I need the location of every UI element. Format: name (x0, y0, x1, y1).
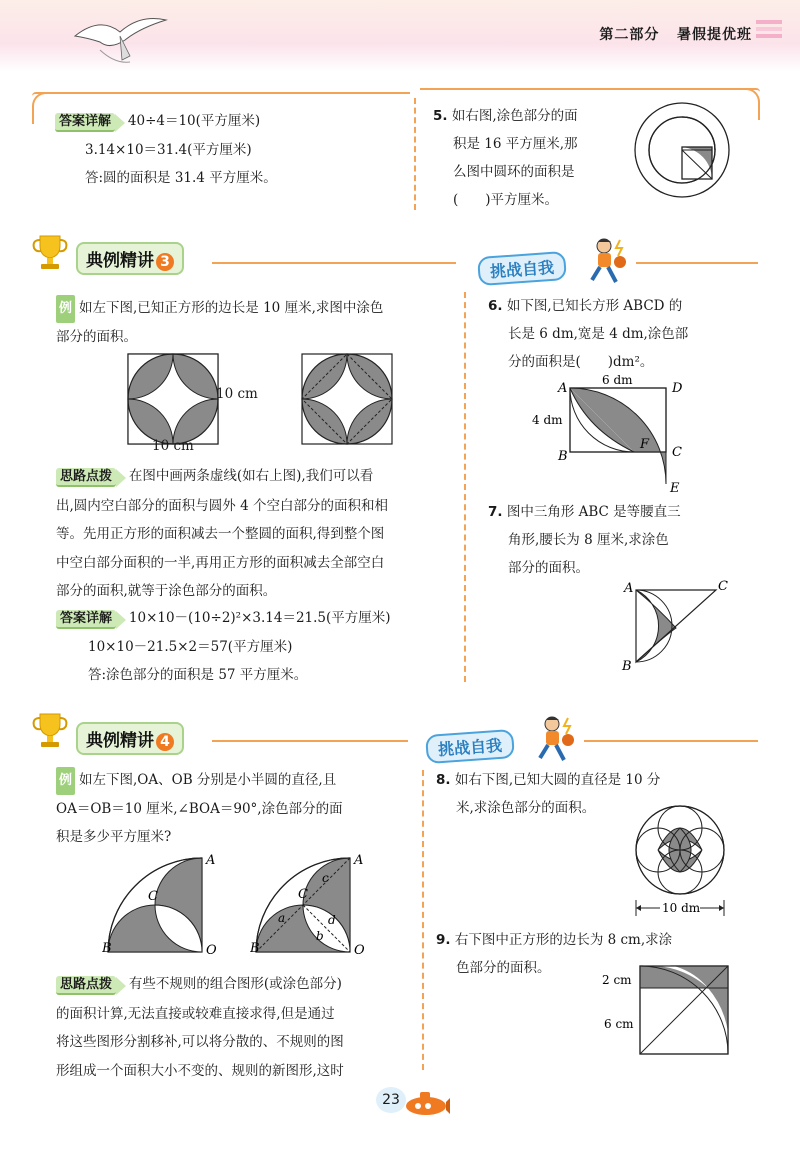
example3-rule (212, 262, 456, 264)
ex4-right-label-A: A (354, 853, 364, 868)
top-frame-line (32, 92, 410, 96)
hint-line: 将这些图形分割移补,可以将分散的、不规则的图 (56, 1034, 344, 1050)
q5-ring-figure (632, 100, 736, 200)
q5-block (433, 102, 578, 214)
example4-banner (76, 722, 184, 755)
challenge-badge: 挑战自我 (425, 729, 515, 764)
hint-line: 在图中画两条虚线(如右上图),我们可以看 (128, 468, 374, 484)
example3-figure-right (300, 352, 396, 448)
q8-line: 如右下图,已知大圆的直径是 10 分 (454, 772, 661, 788)
q6-block (488, 292, 688, 376)
q6-label-D: D (672, 381, 683, 396)
top-answer-block (55, 107, 277, 192)
q6-line: 长是 6 dm,宽是 4 dm,涂色部 (508, 326, 689, 342)
example4-problem (56, 766, 416, 851)
ex4-label-C: C (148, 889, 158, 904)
ex4-label-B: B (102, 941, 112, 956)
top-answer-line1: 40÷4＝10(平方厘米) (127, 113, 261, 129)
q6-line: 如下图,已知长方形 ABCD 的 (506, 298, 683, 314)
example3-banner (76, 242, 184, 275)
q6-number: 6. (488, 298, 503, 314)
q6-label-C: C (672, 445, 682, 460)
answer-line: 答:涂色部分的面积是 57 平方厘米。 (88, 667, 308, 683)
hint-line: 形组成一个面积大小不变的、规则的新图形,这时 (56, 1062, 344, 1079)
q6-label-E: E (670, 481, 680, 496)
hint-line: 中空白部分面积的一半,再用正方形的面积减去全部空白 (56, 554, 385, 571)
top-answer-line2: 3.14×10＝31.4(平方厘米) (85, 142, 252, 158)
q8-dim-label: 10 dm (662, 901, 701, 915)
challenge1-rule (636, 262, 758, 264)
q7-line: 部分的面积。 (508, 560, 589, 576)
example3-problem-line: 部分的面积。 (56, 329, 137, 345)
q7-line: 角形,腰长为 8 厘米,求涂色 (508, 532, 669, 548)
q9-dim-bottom: 6 cm (604, 1017, 634, 1031)
ex4-right-label-C: C (298, 887, 308, 902)
hint-line: 有些不规则的组合图形(或涂色部分) (128, 976, 342, 992)
ex4-label-a: a (278, 911, 286, 925)
example3-banner-number: 3 (156, 253, 174, 271)
ex4-right-label-O: O (354, 943, 365, 956)
q6-rectangle-figure (528, 370, 698, 496)
q9-line: 色部分的面积。 (456, 960, 551, 976)
example4-banner-label: 典例精讲 (86, 731, 154, 751)
column-divider-bottom (422, 770, 424, 1070)
hint-line: 等。先用正方形的面积减去一个整圆的面积,得到整个图 (56, 526, 385, 542)
running-boy-icon (528, 714, 578, 766)
example-tag: 例 (56, 767, 75, 795)
q7-block (488, 498, 681, 582)
column-divider-top (414, 98, 416, 210)
q8-number: 8. (436, 772, 451, 788)
example4-hint (56, 970, 418, 1085)
example4-figure-left (102, 852, 222, 956)
example4-problem-line: 如左下图,OA、OB 分别是小半圆的直径,且 (79, 772, 337, 788)
example4-figure-right (250, 852, 370, 956)
example-tag: 例 (56, 295, 75, 323)
example3-side-label: 10 cm (216, 386, 258, 402)
hint-line: 的面积计算,无法直接或较难直接求得,但是通过 (56, 1005, 335, 1022)
example3-problem-line: 如左下图,已知正方形的边长是 10 厘米,求图中涂色 (79, 300, 384, 316)
challenge-badge: 挑战自我 (477, 251, 567, 286)
q7-label-C: C (718, 579, 728, 594)
header-series: 暑假提优班 (677, 27, 752, 43)
q6-label-B: B (558, 449, 568, 464)
example4-problem-line: 积是多少平方厘米? (56, 829, 172, 845)
q6-line: 分的面积是( )dm²。 (508, 354, 654, 370)
hint-tag: 思路点拨 (56, 468, 116, 487)
q6-label-A: A (558, 381, 568, 396)
example3-problem (56, 294, 456, 351)
q5-line: 积是 16 平方厘米,那 (453, 136, 578, 152)
q5-number: 5. (433, 108, 448, 124)
answer-line: 10×10－(10÷2)²×3.14＝21.5(平方厘米) (128, 610, 391, 626)
example4-rule (212, 740, 408, 742)
example3-hint (56, 462, 462, 606)
running-boy-icon (580, 236, 630, 288)
q6-label-top: 6 dm (602, 373, 633, 387)
example3-answer (56, 604, 391, 689)
q5-line: ( )平方厘米。 (453, 192, 559, 208)
top-frame-corner-right (744, 88, 760, 120)
challenge2-rule (584, 740, 758, 742)
header-section: 第二部分 (599, 27, 660, 43)
deco-bars-icon (756, 18, 786, 40)
top-frame-corner (32, 92, 48, 124)
example3-banner-label: 典例精讲 (86, 251, 154, 271)
example4-banner-number: 4 (156, 733, 174, 751)
answer-line: 10×10－21.5×2＝57(平方厘米) (88, 639, 293, 655)
q7-label-B: B (622, 659, 632, 674)
q8-line: 米,求涂色部分的面积。 (456, 800, 596, 816)
q7-label-A: A (624, 581, 634, 596)
q5-line: 么图中圆环的面积是 (453, 164, 575, 180)
ex4-label-c: c (322, 871, 329, 885)
q9-dim-top: 2 cm (602, 973, 632, 987)
q9-number: 9. (436, 932, 451, 948)
trophy-icon (30, 232, 70, 272)
example4-problem-line: OA＝OB＝10 厘米,∠BOA＝90°,涂色部分的面 (56, 801, 343, 817)
trophy-icon (30, 710, 70, 750)
ex4-label-O: O (206, 943, 217, 956)
q8-circles-figure (628, 804, 732, 918)
top-answer-line3: 答:圆的面积是 31.4 平方厘米。 (85, 170, 277, 186)
q6-label-left: 4 dm (532, 413, 563, 427)
answer-detail-tag: 答案详解 (56, 610, 116, 629)
seagull-illustration (70, 6, 170, 68)
ex4-right-label-B: B (250, 941, 260, 956)
ex4-label-b: b (316, 929, 324, 943)
submarine-icon (404, 1084, 450, 1118)
q5-line: 如右图,涂色部分的面 (451, 108, 578, 124)
top-frame-line-right (420, 88, 760, 92)
ex4-label-A: A (206, 853, 216, 868)
example3-bottom-label: 10 cm (152, 438, 194, 454)
header-title (599, 24, 752, 44)
answer-detail-tag: 答案详解 (55, 113, 115, 132)
hint-tag: 思路点拨 (56, 976, 116, 995)
q7-line: 图中三角形 ABC 是等腰直三 (506, 504, 681, 520)
q8-block (436, 766, 660, 822)
hint-line: 出,圆内空白部分的面积与圆外 4 个空白部分的面积和相 (56, 497, 388, 514)
page-number: 23 (376, 1087, 406, 1113)
q9-line: 右下图中正方形的边长为 8 cm,求涂 (454, 932, 673, 948)
q7-triangle-figure (618, 578, 730, 674)
q6-label-F: F (640, 437, 650, 452)
column-divider-mid (464, 292, 466, 682)
q9-square-figure (600, 962, 760, 1062)
ex4-label-d: d (328, 913, 336, 927)
hint-line: 部分的面积,就等于涂色部分的面积。 (56, 583, 277, 599)
q7-number: 7. (488, 504, 503, 520)
